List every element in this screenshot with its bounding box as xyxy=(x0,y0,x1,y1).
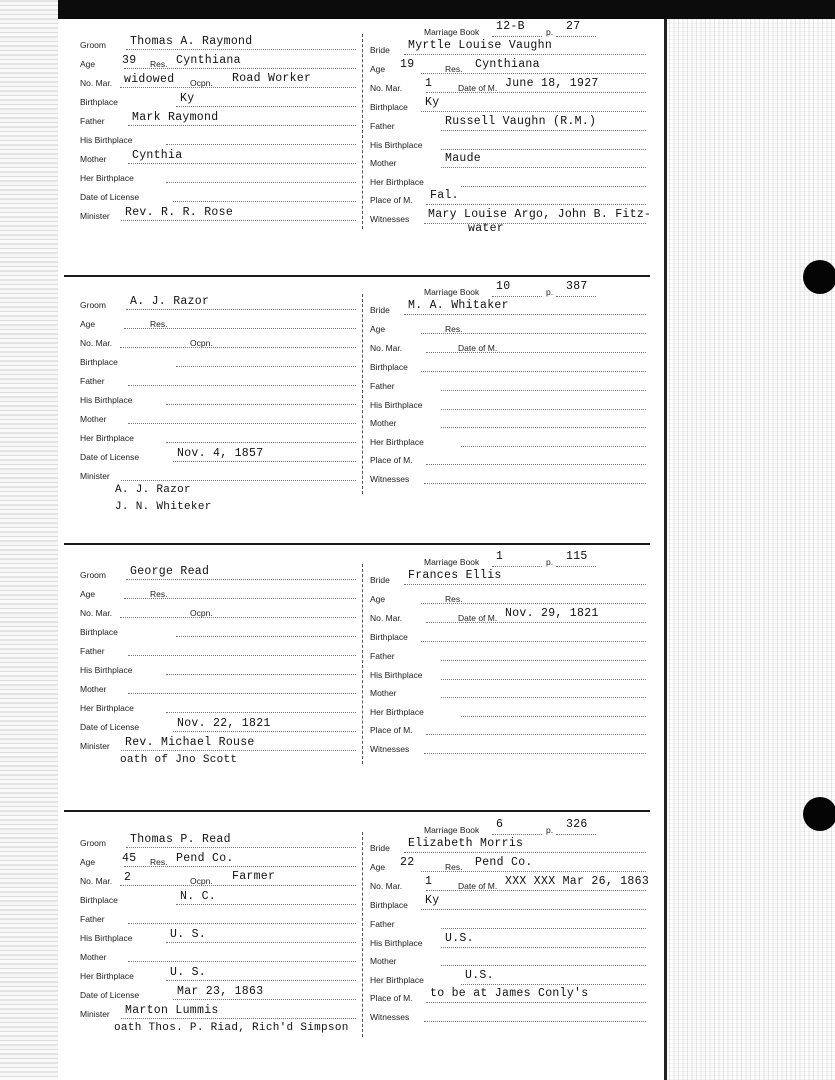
groom-groom-line xyxy=(126,309,356,310)
bride-her-birthplace-label: Her Birthplace xyxy=(370,707,424,717)
bride-age-label: Age xyxy=(370,64,386,74)
groom-father-line xyxy=(128,923,356,924)
bride-mother-line xyxy=(441,965,646,966)
bride-his-birthplace-line xyxy=(441,947,646,948)
groom-his-birthplace-label: His Birthplace xyxy=(80,665,133,675)
groom-ocpn-label: Ocpn. xyxy=(190,876,213,886)
groom-her-birthplace-line xyxy=(166,712,356,713)
bride-his-birthplace-label: His Birthplace xyxy=(370,938,423,948)
record-note: J. N. Whiteker xyxy=(115,501,212,513)
groom-res-label: Res. xyxy=(150,857,168,867)
groom-birthplace-value: Ky xyxy=(180,92,195,105)
form-separator xyxy=(64,810,650,812)
groom-no-mar-value: widowed xyxy=(124,73,175,86)
groom-date-of-license-value: Nov. 22, 1821 xyxy=(177,717,271,730)
scan-right-margin xyxy=(664,19,835,1080)
marriage-book-label: Marriage Book xyxy=(424,557,480,567)
bride-mother-label: Mother xyxy=(370,956,397,966)
groom-mother-line xyxy=(128,163,356,164)
groom-birthplace-label: Birthplace xyxy=(80,895,118,905)
bride-her-birthplace-label: Her Birthplace xyxy=(370,975,424,985)
groom-minister-value: Marton Lummis xyxy=(125,1004,219,1017)
record-note: oath Thos. P. Riad, Rich'd Simpson xyxy=(114,1022,349,1034)
bride-no-mar-label: No. Mar. xyxy=(370,83,403,93)
groom-minister-line xyxy=(121,750,356,751)
bride-witnesses-label: Witnesses xyxy=(370,1012,410,1022)
groom-groom-label: Groom xyxy=(80,570,106,580)
punch-hole xyxy=(803,260,835,294)
bride-witnesses-line xyxy=(424,1021,646,1022)
groom-his-birthplace-label: His Birthplace xyxy=(80,395,133,405)
groom-date-of-license-label: Date of License xyxy=(80,722,140,732)
groom-ocpn-label: Ocpn. xyxy=(190,338,213,348)
bride-date-of-m-label: Date of M. xyxy=(458,83,498,93)
bride-birthplace-line xyxy=(421,371,646,372)
bride-res-value: Pend Co. xyxy=(475,856,533,869)
marriage-book-line xyxy=(492,296,542,297)
marriage-book-page-line xyxy=(556,566,596,567)
bride-bride-line xyxy=(404,54,646,55)
bride-place-of-m-line xyxy=(426,734,646,735)
groom-minister-label: Minister xyxy=(80,211,110,221)
bride-witnesses-label: Witnesses xyxy=(370,214,410,224)
scan-left-margin xyxy=(0,0,58,1080)
page-edge-rule xyxy=(664,19,667,1080)
marriage-book-page-value: 115 xyxy=(566,550,588,563)
groom-minister-label: Minister xyxy=(80,471,110,481)
groom-no-mar-line xyxy=(120,347,356,348)
bride-date-of-m-value: Nov. 29, 1821 xyxy=(505,607,599,620)
groom-no-mar-line xyxy=(120,87,356,88)
groom-date-of-license-label: Date of License xyxy=(80,192,140,202)
record-note: oath of Jno Scott xyxy=(120,754,238,766)
groom-no-mar-label: No. Mar. xyxy=(80,608,113,618)
bride-age-label: Age xyxy=(370,862,386,872)
marriage-book-page-label: p. xyxy=(546,557,554,567)
bride-no-mar-label: No. Mar. xyxy=(370,881,403,891)
groom-mother-label: Mother xyxy=(80,414,107,424)
groom-her-birthplace-label: Her Birthplace xyxy=(80,971,134,981)
bride-date-of-m-value: XXX XXX Mar 26, 1863 xyxy=(505,875,650,888)
groom-groom-line xyxy=(126,579,356,580)
groom-her-birthplace-label: Her Birthplace xyxy=(80,433,134,443)
groom-minister-line xyxy=(121,220,356,221)
groom-father-line xyxy=(128,655,356,656)
groom-date-of-license-line xyxy=(173,461,356,462)
groom-date-of-license-label: Date of License xyxy=(80,990,140,1000)
groom-minister-line xyxy=(121,1018,356,1019)
groom-minister-value: Rev. Michael Rouse xyxy=(125,736,255,749)
groom-birthplace-label: Birthplace xyxy=(80,97,118,107)
groom-groom-value: A. J. Razor xyxy=(130,295,210,308)
groom-birthplace-line xyxy=(176,904,356,905)
groom-her-birthplace-label: Her Birthplace xyxy=(80,703,134,713)
groom-groom-line xyxy=(126,847,356,848)
bride-her-birthplace-line xyxy=(461,446,646,447)
bride-father-line xyxy=(441,130,646,131)
column-divider xyxy=(362,564,364,764)
groom-groom-line xyxy=(126,49,356,50)
groom-her-birthplace-value: U. S. xyxy=(170,966,207,979)
groom-birthplace-line xyxy=(176,106,356,107)
groom-father-label: Father xyxy=(80,376,105,386)
bride-no-mar-value: 1 xyxy=(425,77,433,90)
groom-date-of-license-value: Nov. 4, 1857 xyxy=(177,447,264,460)
bride-mother-line xyxy=(441,167,646,168)
bride-age-label: Age xyxy=(370,594,386,604)
bride-bride-value: Elizabeth Morris xyxy=(408,837,524,850)
groom-groom-label: Groom xyxy=(80,838,106,848)
bride-place-of-m-line xyxy=(426,204,646,205)
groom-date-of-license-label: Date of License xyxy=(80,452,140,462)
groom-mother-value: Cynthia xyxy=(132,149,183,162)
bride-res-label: Res. xyxy=(445,594,463,604)
bride-father-label: Father xyxy=(370,919,395,929)
groom-date-of-license-line xyxy=(173,731,356,732)
marriage-book-page-value: 326 xyxy=(566,818,588,831)
bride-no-mar-value: 1 xyxy=(425,875,433,888)
marriage-book-page-label: p. xyxy=(546,825,554,835)
groom-mother-label: Mother xyxy=(80,154,107,164)
groom-groom-value: Thomas A. Raymond xyxy=(130,35,253,48)
bride-father-line xyxy=(441,390,646,391)
bride-place-of-m-value: Fal. xyxy=(430,189,459,202)
groom-birthplace-label: Birthplace xyxy=(80,357,118,367)
bride-age-value: 19 xyxy=(400,58,415,71)
groom-res-label: Res. xyxy=(150,319,168,329)
groom-his-birthplace-line xyxy=(166,942,356,943)
bride-father-label: Father xyxy=(370,651,395,661)
groom-father-line xyxy=(128,385,356,386)
groom-no-mar-label: No. Mar. xyxy=(80,78,113,88)
column-divider xyxy=(362,34,364,229)
marriage-book-line xyxy=(492,36,542,37)
groom-groom-value: George Read xyxy=(130,565,210,578)
bride-witnesses-label: Witnesses xyxy=(370,474,410,484)
bride-witnesses-value: Mary Louise Argo, John B. Fitz- xyxy=(428,208,652,221)
bride-father-label: Father xyxy=(370,381,395,391)
groom-age-label: Age xyxy=(80,589,96,599)
groom-mother-line xyxy=(128,693,356,694)
bride-date-of-m-value: June 18, 1927 xyxy=(505,77,599,90)
bride-date-of-m-label: Date of M. xyxy=(458,613,498,623)
bride-res-value: Cynthiana xyxy=(475,58,540,71)
bride-bride-label: Bride xyxy=(370,575,390,585)
bride-no-mar-label: No. Mar. xyxy=(370,343,403,353)
bride-her-birthplace-line xyxy=(461,186,646,187)
groom-her-birthplace-line xyxy=(166,980,356,981)
bride-place-of-m-line xyxy=(426,464,646,465)
bride-bride-value: M. A. Whitaker xyxy=(408,299,509,312)
bride-witnesses-cont-value: water xyxy=(468,222,505,235)
bride-his-birthplace-label: His Birthplace xyxy=(370,140,423,150)
bride-birthplace-label: Birthplace xyxy=(370,362,408,372)
bride-res-label: Res. xyxy=(445,324,463,334)
bride-witnesses-line xyxy=(424,223,646,224)
marriage-book-value: 1 xyxy=(496,550,504,563)
groom-groom-value: Thomas P. Read xyxy=(130,833,231,846)
groom-minister-label: Minister xyxy=(80,741,110,751)
bride-her-birthplace-value: U.S. xyxy=(465,969,494,982)
groom-date-of-license-value: Mar 23, 1863 xyxy=(177,985,264,998)
marriage-book-value: 12-B xyxy=(496,20,525,33)
groom-birthplace-line xyxy=(176,636,356,637)
groom-groom-label: Groom xyxy=(80,40,106,50)
bride-mother-value: Maude xyxy=(445,152,482,165)
bride-place-of-m-label: Place of M. xyxy=(370,195,413,205)
groom-his-birthplace-label: His Birthplace xyxy=(80,135,133,145)
bride-res-label: Res. xyxy=(445,64,463,74)
bride-place-of-m-label: Place of M. xyxy=(370,993,413,1003)
bride-bride-label: Bride xyxy=(370,843,390,853)
marriage-book-page-line xyxy=(556,36,596,37)
bride-bride-label: Bride xyxy=(370,305,390,315)
marriage-book-value: 10 xyxy=(496,280,511,293)
groom-ocpn-value: Road Worker xyxy=(232,72,312,85)
bride-birthplace-line xyxy=(421,111,646,112)
bride-date-of-m-label: Date of M. xyxy=(458,343,498,353)
groom-his-birthplace-line xyxy=(166,674,356,675)
groom-mother-label: Mother xyxy=(80,952,107,962)
bride-bride-value: Myrtle Louise Vaughn xyxy=(408,39,553,52)
groom-birthplace-label: Birthplace xyxy=(80,627,118,637)
bride-place-of-m-line xyxy=(426,1002,646,1003)
groom-no-mar-label: No. Mar. xyxy=(80,338,113,348)
scan-top-border xyxy=(0,0,835,19)
bride-her-birthplace-line xyxy=(461,716,646,717)
bride-place-of-m-label: Place of M. xyxy=(370,455,413,465)
bride-place-of-m-label: Place of M. xyxy=(370,725,413,735)
bride-his-birthplace-line xyxy=(441,149,646,150)
bride-place-of-m-value: to be at James Conly's xyxy=(430,987,589,1000)
bride-birthplace-line xyxy=(421,641,646,642)
bride-witnesses-label: Witnesses xyxy=(370,744,410,754)
bride-mother-label: Mother xyxy=(370,158,397,168)
punch-hole xyxy=(803,797,835,831)
marriage-book-line xyxy=(492,834,542,835)
groom-no-mar-line xyxy=(120,885,356,886)
groom-res-label: Res. xyxy=(150,589,168,599)
groom-father-line xyxy=(128,125,356,126)
groom-res-label: Res. xyxy=(150,59,168,69)
bride-birthplace-line xyxy=(421,909,646,910)
marriage-book-page-value: 27 xyxy=(566,20,581,33)
groom-minister-label: Minister xyxy=(80,1009,110,1019)
groom-ocpn-value: Farmer xyxy=(232,870,276,883)
marriage-book-page-line xyxy=(556,834,596,835)
bride-his-birthplace-line xyxy=(441,679,646,680)
groom-age-label: Age xyxy=(80,857,96,867)
bride-father-line xyxy=(441,660,646,661)
groom-her-birthplace-label: Her Birthplace xyxy=(80,173,134,183)
marriage-book-page-value: 387 xyxy=(566,280,588,293)
groom-age-value: 45 xyxy=(122,852,137,865)
bride-mother-line xyxy=(441,697,646,698)
marriage-book-page-label: p. xyxy=(546,287,554,297)
marriage-book-line xyxy=(492,566,542,567)
bride-birthplace-value: Ky xyxy=(425,96,440,109)
bride-birthplace-label: Birthplace xyxy=(370,102,408,112)
groom-birthplace-line xyxy=(176,366,356,367)
bride-bride-value: Frances Ellis xyxy=(408,569,502,582)
bride-witnesses-line xyxy=(424,753,646,754)
bride-her-birthplace-line xyxy=(461,984,646,985)
bride-bride-line xyxy=(404,584,646,585)
bride-bride-line xyxy=(404,314,646,315)
bride-age-label: Age xyxy=(370,324,386,334)
bride-mother-label: Mother xyxy=(370,688,397,698)
bride-witnesses-line xyxy=(424,483,646,484)
groom-his-birthplace-value: U. S. xyxy=(170,928,207,941)
bride-father-line xyxy=(441,928,646,929)
groom-father-label: Father xyxy=(80,646,105,656)
form-separator xyxy=(64,543,650,545)
marriage-book-page-label: p. xyxy=(546,27,554,37)
groom-his-birthplace-label: His Birthplace xyxy=(80,933,133,943)
groom-no-mar-line xyxy=(120,617,356,618)
groom-minister-value: Rev. R. R. Rose xyxy=(125,206,234,219)
bride-father-value: Russell Vaughn (R.M.) xyxy=(445,115,597,128)
groom-res-value: Pend Co. xyxy=(176,852,234,865)
marriage-book-label: Marriage Book xyxy=(424,287,480,297)
column-divider xyxy=(362,832,364,1037)
bride-birthplace-value: Ky xyxy=(425,894,440,907)
groom-no-mar-label: No. Mar. xyxy=(80,876,113,886)
groom-father-label: Father xyxy=(80,914,105,924)
bride-birthplace-label: Birthplace xyxy=(370,632,408,642)
bride-bride-line xyxy=(404,852,646,853)
marriage-book-page-line xyxy=(556,296,596,297)
groom-her-birthplace-line xyxy=(166,442,356,443)
groom-father-value: Mark Raymond xyxy=(132,111,219,124)
groom-ocpn-label: Ocpn. xyxy=(190,608,213,618)
bride-his-birthplace-value: U.S. xyxy=(445,932,474,945)
groom-date-of-license-line xyxy=(173,201,356,202)
marriage-book-label: Marriage Book xyxy=(424,825,480,835)
groom-date-of-license-line xyxy=(173,999,356,1000)
groom-minister-line xyxy=(121,480,356,481)
groom-age-label: Age xyxy=(80,59,96,69)
bride-age-value: 22 xyxy=(400,856,415,869)
groom-birthplace-value: N. C. xyxy=(180,890,217,903)
groom-his-birthplace-line xyxy=(166,404,356,405)
form-separator xyxy=(64,275,650,277)
marriage-book-value: 6 xyxy=(496,818,504,831)
bride-his-birthplace-label: His Birthplace xyxy=(370,670,423,680)
bride-no-mar-label: No. Mar. xyxy=(370,613,403,623)
groom-res-value: Cynthiana xyxy=(176,54,241,67)
groom-ocpn-label: Ocpn. xyxy=(190,78,213,88)
bride-her-birthplace-label: Her Birthplace xyxy=(370,177,424,187)
bride-father-label: Father xyxy=(370,121,395,131)
bride-birthplace-label: Birthplace xyxy=(370,900,408,910)
bride-his-birthplace-label: His Birthplace xyxy=(370,400,423,410)
groom-age-label: Age xyxy=(80,319,96,329)
bride-his-birthplace-line xyxy=(441,409,646,410)
groom-no-mar-value: 2 xyxy=(124,871,132,884)
bride-mother-line xyxy=(441,427,646,428)
bride-date-of-m-label: Date of M. xyxy=(458,881,498,891)
record-note: A. J. Razor xyxy=(115,484,191,496)
marriage-book-label: Marriage Book xyxy=(424,27,480,37)
column-divider xyxy=(362,294,364,494)
groom-groom-label: Groom xyxy=(80,300,106,310)
bride-her-birthplace-label: Her Birthplace xyxy=(370,437,424,447)
groom-mother-label: Mother xyxy=(80,684,107,694)
groom-father-label: Father xyxy=(80,116,105,126)
bride-mother-label: Mother xyxy=(370,418,397,428)
groom-mother-line xyxy=(128,961,356,962)
bride-res-label: Res. xyxy=(445,862,463,872)
groom-his-birthplace-line xyxy=(166,144,356,145)
groom-age-value: 39 xyxy=(122,54,137,67)
groom-her-birthplace-line xyxy=(166,182,356,183)
groom-mother-line xyxy=(128,423,356,424)
bride-bride-label: Bride xyxy=(370,45,390,55)
